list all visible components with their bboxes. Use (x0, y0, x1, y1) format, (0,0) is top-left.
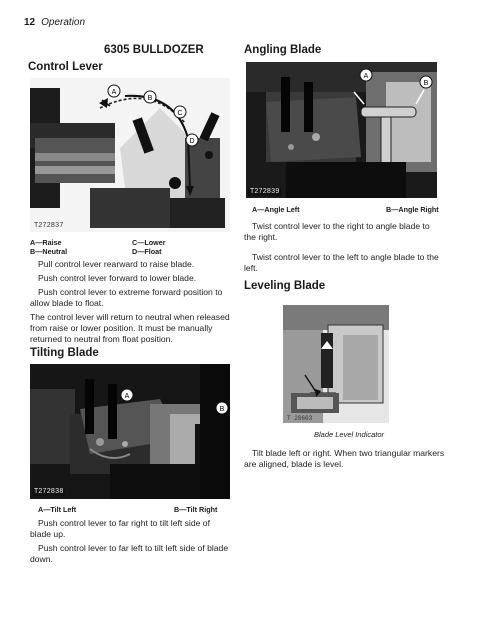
tilting-blade-heading: Tilting Blade (30, 347, 99, 359)
callout-a: A (111, 89, 117, 96)
legend-a: A—Angle Left (252, 205, 300, 214)
paragraph: Pull control lever rearward to raise blade. (38, 259, 195, 269)
legend-b: B—Neutral (30, 247, 68, 256)
callout-b: B (147, 95, 153, 102)
angling-blade-photo (246, 62, 437, 198)
paragraph: Push control lever to extreme forward position to allow blade to float. (30, 287, 223, 308)
legend-a: A—Raise (30, 238, 62, 247)
callout-d: D (189, 138, 195, 145)
callout-b: B (219, 406, 225, 413)
legend-c: C—Lower (132, 238, 166, 247)
callout-c: C (177, 110, 183, 117)
callout-a: A (363, 73, 369, 80)
paragraph: Twist control lever to the right to angle blade to the right. (244, 221, 430, 242)
figure-code: T272837 (34, 222, 64, 230)
tilting-blade-photo (30, 364, 230, 499)
running-header (24, 17, 85, 28)
paragraph: Tilt blade left or right. When two triangular markers are aligned, blade is level. (244, 448, 445, 469)
section-name: Operation (41, 17, 86, 28)
legend-a: A—Tilt Left (38, 505, 77, 514)
legend-b: B—Tilt Right (174, 505, 218, 514)
leveling-blade-photo (283, 305, 389, 423)
leveling-blade-heading: Leveling Blade (244, 280, 326, 292)
figure-code: T272838 (34, 488, 64, 496)
legend-b: B—Angle Right (386, 205, 439, 214)
paragraph: Push control lever to far right to tilt left side of blade up. (30, 518, 210, 539)
figure-caption: Blade Level Indicator (314, 430, 385, 439)
paragraph: Twist control lever to the left to angle blade to the left. (244, 252, 439, 273)
paragraph: Push control lever forward to lower blade. (38, 273, 197, 283)
figure-code: T 28603 (287, 415, 313, 422)
paragraph: The control lever will return to neutral when released from raise or lower position. It must be manually returned to neutral from float position. (30, 312, 230, 344)
paragraph: Push control lever to far left to tilt left side of blade down. (30, 543, 229, 564)
callout-a: A (124, 393, 130, 400)
page-number: 12 (24, 17, 36, 28)
legend-d: D—Float (132, 247, 162, 256)
control-lever-photo (30, 78, 230, 232)
callout-b: B (423, 80, 429, 87)
angling-blade-heading: Angling Blade (244, 44, 322, 56)
control-lever-heading: Control Lever (28, 61, 103, 73)
figure-code: T272839 (250, 188, 280, 196)
model-title: 6305 BULLDOZER (104, 44, 204, 56)
